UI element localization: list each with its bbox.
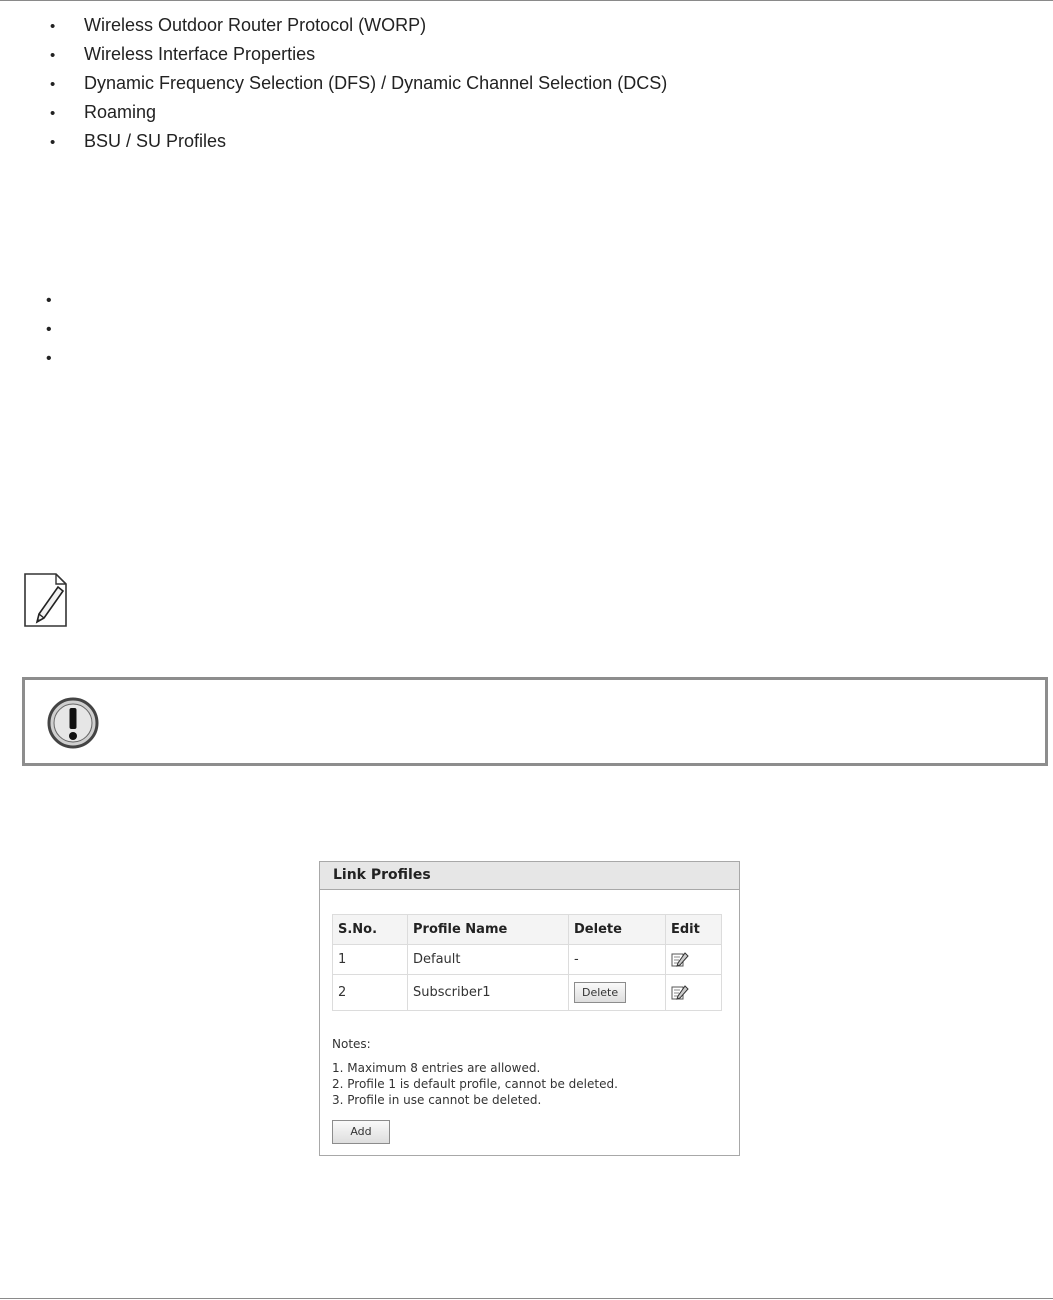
delete-cell: -: [569, 945, 666, 975]
list-item: [50, 98, 667, 127]
edit-icon[interactable]: [671, 985, 689, 1001]
note-item: 3. Profile in use cannot be deleted.: [332, 1093, 542, 1107]
table-row: [333, 945, 722, 975]
list-item: [50, 127, 667, 156]
column-header-edit: Edit: [666, 915, 722, 945]
list-item: •: [46, 321, 52, 338]
notes-section: [332, 1037, 618, 1108]
edit-cell: [666, 975, 722, 1011]
link-profiles-table: [332, 914, 722, 1011]
notes-title: Notes:: [332, 1037, 371, 1051]
sno-cell: 2: [333, 975, 408, 1011]
bullet-glyph: •: [50, 18, 56, 35]
column-header-profile-name: Profile Name: [408, 915, 569, 945]
delete-button[interactable]: Delete: [574, 982, 626, 1003]
top-rule: [0, 0, 1053, 1]
profile-name-cell: Subscriber1: [408, 975, 569, 1011]
list-item: [50, 40, 667, 69]
edit-cell: [666, 945, 722, 975]
empty-bullet-list: [46, 286, 52, 373]
column-header-sno: S.No.: [333, 915, 408, 945]
list-item-text: BSU / SU Profiles: [84, 131, 227, 151]
note-pencil-icon: [22, 570, 70, 628]
link-profiles-panel: [319, 861, 740, 1156]
list-item-text: Wireless Interface Properties: [84, 44, 316, 64]
list-item: •: [46, 350, 52, 367]
delete-cell: [569, 975, 666, 1011]
table-row: [333, 975, 722, 1011]
bullet-glyph: •: [50, 105, 56, 122]
bottom-rule: [0, 1298, 1053, 1299]
table-header-row: [333, 915, 722, 945]
list-item: [50, 11, 667, 40]
bullet-glyph: •: [50, 76, 56, 93]
edit-icon[interactable]: [671, 952, 689, 968]
panel-title: Link Profiles: [320, 862, 739, 890]
bullet-glyph: •: [50, 134, 56, 151]
list-item-text: Roaming: [84, 102, 157, 122]
profile-name-cell: Default: [408, 945, 569, 975]
feature-bullet-list: [50, 11, 667, 156]
note-item: 2. Profile 1 is default profile, cannot be deleted.: [332, 1077, 618, 1091]
caution-box: [22, 677, 1048, 766]
list-item-text: Dynamic Frequency Selection (DFS) / Dynamic Channel Selection (DCS): [84, 73, 668, 93]
exclamation-icon: [47, 697, 99, 749]
note-item: 1. Maximum 8 entries are allowed.: [332, 1061, 541, 1075]
add-button[interactable]: Add: [332, 1120, 390, 1144]
notes-list: [332, 1060, 618, 1108]
list-item-text: Wireless Outdoor Router Protocol (WORP): [84, 15, 427, 35]
list-item: •: [46, 292, 52, 309]
bullet-glyph: •: [50, 47, 56, 64]
column-header-delete: Delete: [569, 915, 666, 945]
list-item: [50, 69, 667, 98]
sno-cell: 1: [333, 945, 408, 975]
